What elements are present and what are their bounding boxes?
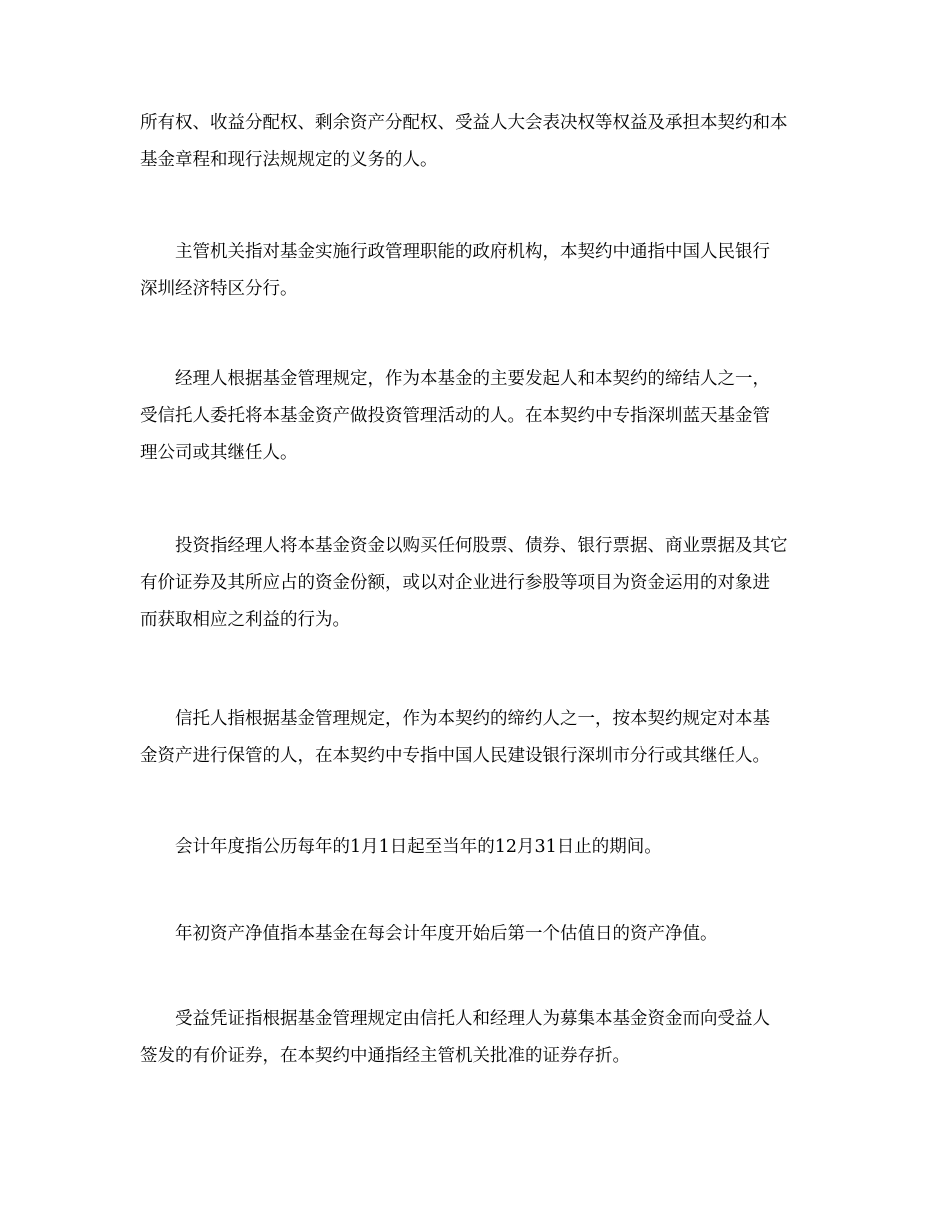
- paragraph-line: 受信托人委托将本基金资产做投资管理活动的人。在本契约中专指深圳蓝天基金管: [140, 406, 770, 426]
- paragraph-line: 而获取相应之利益的行为。: [140, 610, 350, 630]
- paragraph-trustee: [140, 701, 820, 775]
- paragraph-line: 受益凭证指根据基金管理规定由信托人和经理人为募集本基金资金而向受益人: [175, 1009, 770, 1029]
- paragraph-line: 签发的有价证券，在本契约中通指经主管机关批准的证券存折。: [140, 1046, 630, 1066]
- paragraph-line: 所有权、收益分配权、剩余资产分配权、受益人大会表决权等权益及承担本契约和本: [140, 113, 788, 133]
- paragraph-line: 深圳经济特区分行。: [140, 279, 298, 299]
- paragraph-ownership-rights: [140, 105, 820, 179]
- paragraph-line: 理公司或其继任人。: [140, 443, 298, 463]
- paragraph-line: 信托人指根据基金管理规定，作为本契约的缔约人之一，按本契约规定对本基: [175, 709, 770, 729]
- paragraph-line: 有价证券及其所应占的资金份额，或以对企业进行参股等项目为资金运用的对象进: [140, 573, 770, 593]
- paragraph-line: 投资指经理人将本基金资金以购买任何股票、债券、银行票据、商业票据及其它: [175, 536, 788, 556]
- paragraph-line: 主管机关指对基金实施行政管理职能的政府机构，本契约中通指中国人民银行: [175, 242, 770, 262]
- paragraph-line: 会计年度指公历每年的1月1日起至当年的12月31日止的期间。: [175, 837, 662, 857]
- paragraph-fiscal-year: [140, 829, 820, 866]
- paragraph-authority: [140, 234, 820, 308]
- paragraph-line: 基金章程和现行法规规定的义务的人。: [140, 150, 438, 170]
- paragraph-line: 年初资产净值指本基金在每会计年度开始后第一个估值日的资产净值。: [175, 924, 718, 944]
- paragraph-line: 经理人根据基金管理规定，作为本基金的主要发起人和本契约的缔结人之一，: [175, 369, 770, 389]
- paragraph-opening-nav: [140, 916, 820, 953]
- paragraph-manager: [140, 361, 820, 472]
- paragraph-line: 金资产进行保管的人，在本契约中专指中国人民建设银行深圳市分行或其继任人。: [140, 746, 770, 766]
- paragraph-beneficiary-certificate: [140, 1001, 820, 1075]
- paragraph-investment: [140, 528, 820, 639]
